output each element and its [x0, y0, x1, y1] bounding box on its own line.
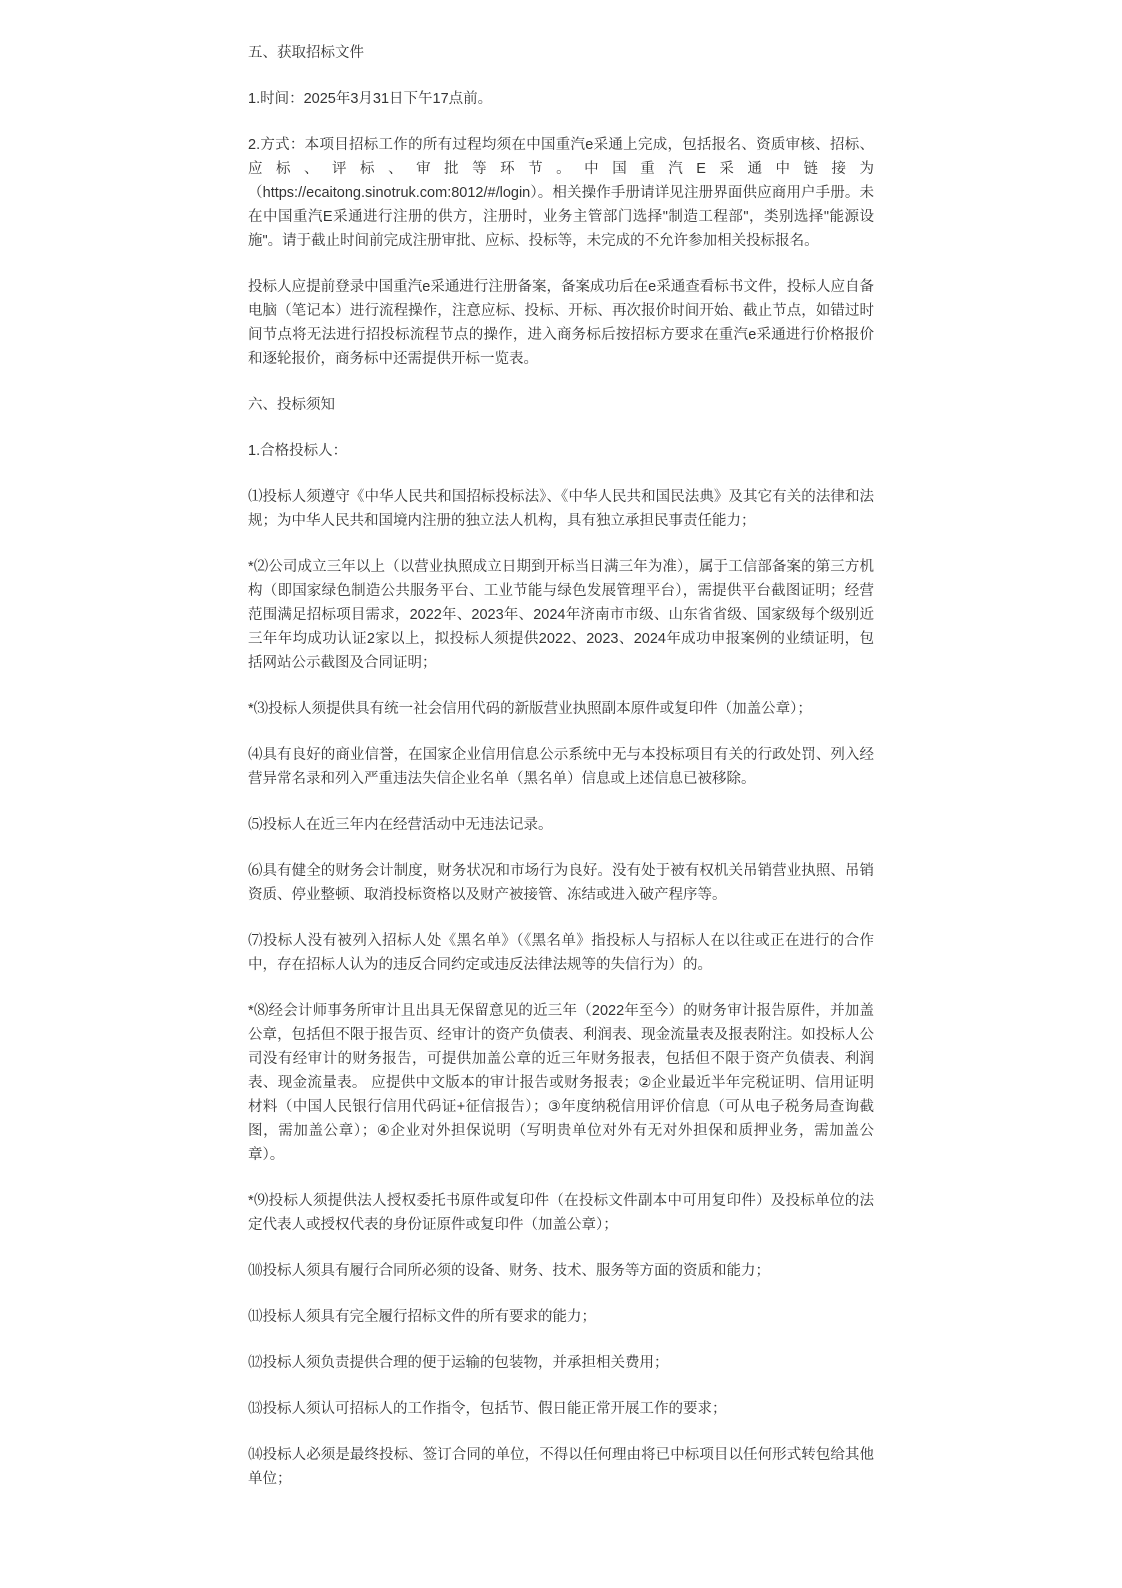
- paragraph-registration-notes: 投标人应提前登录中国重汽e采通进行注册备案，备案成功后在e采通查看标书文件，投标人应自备电脑（笔记本）进行流程操作，注意应标、投标、开标、再次报价时间开始、截止节点，如错过时间节点将无法进行招投标流程节点的操作，进入商务标后按招标方要求在重汽e采通进行价格报价和逐轮报价，商务标中还需提供开标一览表。: [248, 279, 874, 367]
- paragraph-requirement-1: ⑴投标人须遵守《中华人民共和国招标投标法》、《中华人民共和国民法典》及其它有关的法律和法规；为中华人民共和国境内注册的独立法人机构，具有独立承担民事责任能力；: [248, 489, 874, 529]
- section-heading-bid-instructions: 六、投标须知: [248, 397, 335, 413]
- paragraph-requirement-7: ⑺投标人没有被列入招标人处《黑名单》（《黑名单》指投标人与招标人在以往或正在进行的合作中，存在招标人认为的违反合同约定或违反法律法规等的失信行为）的。: [248, 933, 874, 973]
- paragraph-requirement-11: ⑾投标人须具有完全履行招标文件的所有要求的能力；: [248, 1309, 596, 1325]
- paragraph-requirement-6: ⑹具有健全的财务会计制度，财务状况和市场行为良好。没有处于被有权机关吊销营业执照、吊销资质、停业整顿、取消投标资格以及财产被接管、冻结或进入破产程序等。: [248, 863, 874, 903]
- paragraph-method: 2.方式：本项目招标工作的所有过程均须在中国重汽e采通上完成，包括报名、资质审核、招标、应标、评标、审批等环节。中国重汽E采通中链接为（https://ecaitong.sinotruk.com:8012/#/login）。相关操作手册请详见注册界面供应商用户手册。未在中国重汽E采通进行注册的供方，注册时，业务主管部门选择"制造工程部"，类别选择"能源设施"。请于截止时间前完成注册审批、应标、投标等，未完成的不允许参加相关投标报名。: [248, 137, 874, 249]
- paragraph-requirement-14: ⒁投标人必须是最终投标、签订合同的单位，不得以任何理由将已中标项目以任何形式转包给其他单位；: [248, 1447, 874, 1487]
- paragraph-deadline-time: 1.时间：2025年3月31日下午17点前。: [248, 91, 493, 107]
- paragraph-requirement-3: *⑶投标人须提供具有统一社会信用代码的新版营业执照副本原件或复印件（加盖公章）；: [248, 701, 812, 717]
- paragraph-requirement-4: ⑷具有良好的商业信誉，在国家企业信用信息公示系统中无与本投标项目有关的行政处罚、列入经营异常名录和列入严重违法失信企业名单（黑名单）信息或上述信息已被移除。: [248, 747, 874, 787]
- paragraph-requirement-12: ⑿投标人须负责提供合理的便于运输的包装物，并承担相关费用；: [248, 1355, 669, 1371]
- section-heading-obtain-bid-documents: 五、获取招标文件: [248, 45, 364, 61]
- paragraph-requirement-2: *⑵公司成立三年以上（以营业执照成立日期到开标当日满三年为准），属于工信部备案的第三方机构（即国家绿色制造公共服务平台、工业节能与绿色发展管理平台），需提供平台截图证明；经营范围满足招标项目需求，2022年、2023年、2024年济南市市级、山东省省级、国家级每个级别近三年年均成功认证2家以上，拟投标人须提供2022、2023、2024年成功申报案例的业绩证明，包括网站公示截图及合同证明；: [248, 559, 874, 671]
- paragraph-requirement-8: *⑻经会计师事务所审计且出具无保留意见的近三年（2022年至今）的财务审计报告原件，并加盖公章，包括但不限于报告页、经审计的资产负债表、利润表、现金流量表及报表附注。如投标人公司没有经审计的财务报告，可提供加盖公章的近三年财务报表，包括但不限于资产负债表、利润表、现金流量表。 应提供中文版本的审计报告或财务报表；②企业最近半年完税证明、信用证明材料（中国人民银行信用代码证+征信报告）；③年度纳税信用评价信息（可从电子税务局查询截图，需加盖公章）；④企业对外担保说明（写明贵单位对外有无对外担保和质押业务，需加盖公章）。: [248, 1003, 874, 1163]
- tender-document-page: [248, 0, 874, 1583]
- paragraph-requirement-13: ⒀投标人须认可招标人的工作指令，包括节、假日能正常开展工作的要求；: [248, 1401, 727, 1417]
- paragraph-requirement-5: ⑸投标人在近三年内在经营活动中无违法记录。: [248, 817, 553, 833]
- paragraph-requirement-9: *⑼投标人须提供法人授权委托书原件或复印件（在投标文件副本中可用复印件）及投标单位的法定代表人或授权代表的身份证原件或复印件（加盖公章）；: [248, 1193, 874, 1233]
- paragraph-qualified-bidders-label: 1.合格投标人：: [248, 443, 348, 459]
- paragraph-requirement-10: ⑽投标人须具有履行合同所必须的设备、财务、技术、服务等方面的资质和能力；: [248, 1263, 770, 1279]
